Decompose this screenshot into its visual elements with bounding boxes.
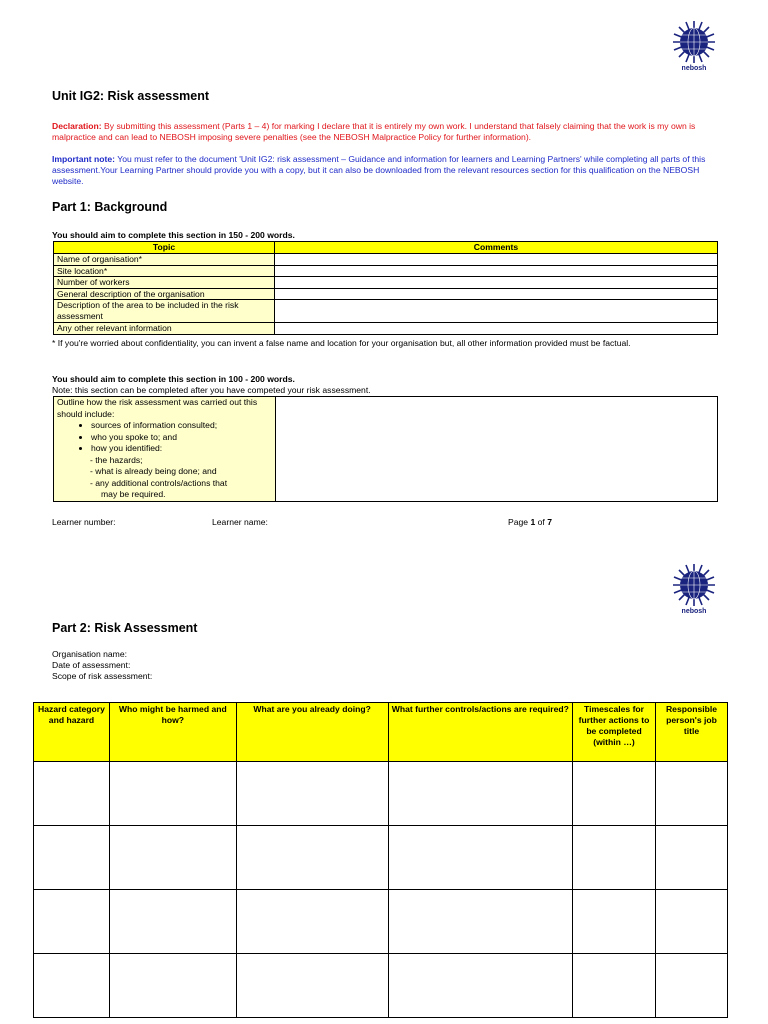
comment-field[interactable] [275, 277, 718, 289]
table-row [34, 890, 728, 954]
topic-site: Site location* [54, 265, 275, 277]
important-label: Important note: [52, 154, 116, 164]
header-timescales: Timescales for further actions to be completed (within …) [572, 703, 655, 762]
learner-number-label: Learner number: [52, 517, 116, 527]
risk-cell[interactable] [656, 762, 728, 826]
header-already-doing: What are you already doing? [236, 703, 388, 762]
outline-sub-cont: may be required. [101, 489, 166, 499]
page-prefix: Page [508, 517, 531, 527]
risk-cell[interactable] [34, 890, 110, 954]
risk-cell[interactable] [572, 954, 655, 1018]
comment-field[interactable] [275, 254, 718, 266]
topic-area: Description of the area to be included in the risk assessment [54, 300, 275, 323]
page-title: Unit IG2: Risk assessment [52, 89, 210, 103]
outline-sub: - what is already being done; and [90, 466, 217, 476]
logo-wordmark: nebosh [681, 65, 707, 72]
risk-cell[interactable] [572, 890, 655, 954]
declaration-label: Declaration: [52, 121, 102, 131]
risk-assessment-table [33, 702, 728, 1018]
date-label: Date of assessment: [52, 660, 131, 670]
table-row [34, 762, 728, 826]
risk-cell[interactable] [34, 954, 110, 1018]
org-name-label: Organisation name: [52, 649, 127, 659]
topic-description: General description of the organisation [54, 288, 275, 300]
risk-cell[interactable] [388, 954, 572, 1018]
important-note [52, 154, 722, 187]
scope-label: Scope of risk assessment: [52, 671, 153, 681]
confidentiality-footnote: * If you're worried about confidentiality, you can invent a false name and location for your organisation but, all other information provided must be factual. [52, 338, 631, 348]
logo-wordmark: nebosh [681, 608, 707, 615]
page-number [508, 517, 552, 528]
risk-cell[interactable] [109, 890, 236, 954]
aim-100-200: You should aim to complete this section in 100 - 200 words. [52, 374, 295, 384]
background-table [53, 241, 718, 335]
note-competed: Note: this section can be completed after you have competed your risk assessment. [52, 385, 371, 395]
risk-cell[interactable] [109, 826, 236, 890]
outline-table [53, 396, 718, 502]
risk-cell[interactable] [388, 826, 572, 890]
risk-cell[interactable] [109, 762, 236, 826]
risk-cell[interactable] [34, 826, 110, 890]
risk-cell[interactable] [388, 890, 572, 954]
nebosh-globe-icon [672, 563, 716, 607]
table-row [34, 826, 728, 890]
outline-intro: Outline how the risk assessment was carried out this should include: [57, 397, 258, 419]
risk-cell[interactable] [572, 826, 655, 890]
risk-cell[interactable] [388, 762, 572, 826]
comment-field[interactable] [275, 265, 718, 277]
topic-other: Any other relevant information [54, 323, 275, 335]
outline-bullet: • who you spoke to; and [91, 432, 272, 444]
nebosh-logo [666, 563, 722, 615]
comment-field[interactable] [275, 323, 718, 335]
risk-cell[interactable] [656, 826, 728, 890]
risk-cell[interactable] [34, 762, 110, 826]
outline-sub: - any additional controls/actions that [90, 477, 228, 488]
outline-instructions [54, 397, 276, 502]
page-current: 1 [530, 517, 536, 527]
nebosh-logo [666, 20, 722, 72]
table-row [34, 954, 728, 1018]
part1-heading: Part 1: Background [52, 200, 168, 214]
header-hazard: Hazard category and hazard [34, 703, 110, 762]
risk-cell[interactable] [656, 890, 728, 954]
risk-cell[interactable] [236, 890, 388, 954]
comment-field[interactable] [275, 288, 718, 300]
comment-field[interactable] [275, 300, 718, 323]
topic-name: Name of organisation* [54, 254, 275, 266]
declaration-text: By submitting this assessment (Parts 1 – 4) for marking I declare that it is entirely my own work. I understand that falsely claiming that the work is my own is malpractice and can lead to NEBOSH imposing severe penalties (see the NEBOSH Malpractice Policy for further information). [52, 121, 696, 142]
outline-sub: - the hazards; [90, 454, 143, 465]
header-who-harmed: Who might be harmed and how? [109, 703, 236, 762]
topic-workers: Number of workers [54, 277, 275, 289]
header-further-controls: What further controls/actions are required? [388, 703, 572, 762]
page-total: 7 [547, 517, 552, 527]
header-responsible: Responsible person's job title [656, 703, 728, 762]
outline-bullet: • sources of information consulted; [91, 420, 272, 432]
outline-answer-field[interactable] [276, 397, 718, 502]
declaration [52, 121, 722, 143]
header-topic: Topic [54, 242, 275, 254]
aim-150-200: You should aim to complete this section in 150 - 200 words. [52, 230, 295, 240]
risk-cell[interactable] [572, 762, 655, 826]
risk-cell[interactable] [109, 954, 236, 1018]
part2-heading: Part 2: Risk Assessment [52, 621, 198, 635]
page-of: of [535, 517, 548, 527]
risk-cell[interactable] [656, 954, 728, 1018]
risk-cell[interactable] [236, 762, 388, 826]
header-comments: Comments [275, 242, 718, 254]
outline-bullet: • how you identified: [91, 443, 272, 455]
learner-name-label: Learner name: [212, 517, 268, 527]
nebosh-globe-icon [672, 20, 716, 64]
risk-cell[interactable] [236, 826, 388, 890]
important-text: You must refer to the document 'Unit IG2: risk assessment – Guidance and information for learners and Learning Partners' while completing all parts of this assessment.Your Learning Partner should provide you with a copy, but it can also be downloaded from the relevant resources section for this qualification on the NEBOSH website. [52, 154, 706, 186]
risk-cell[interactable] [236, 954, 388, 1018]
